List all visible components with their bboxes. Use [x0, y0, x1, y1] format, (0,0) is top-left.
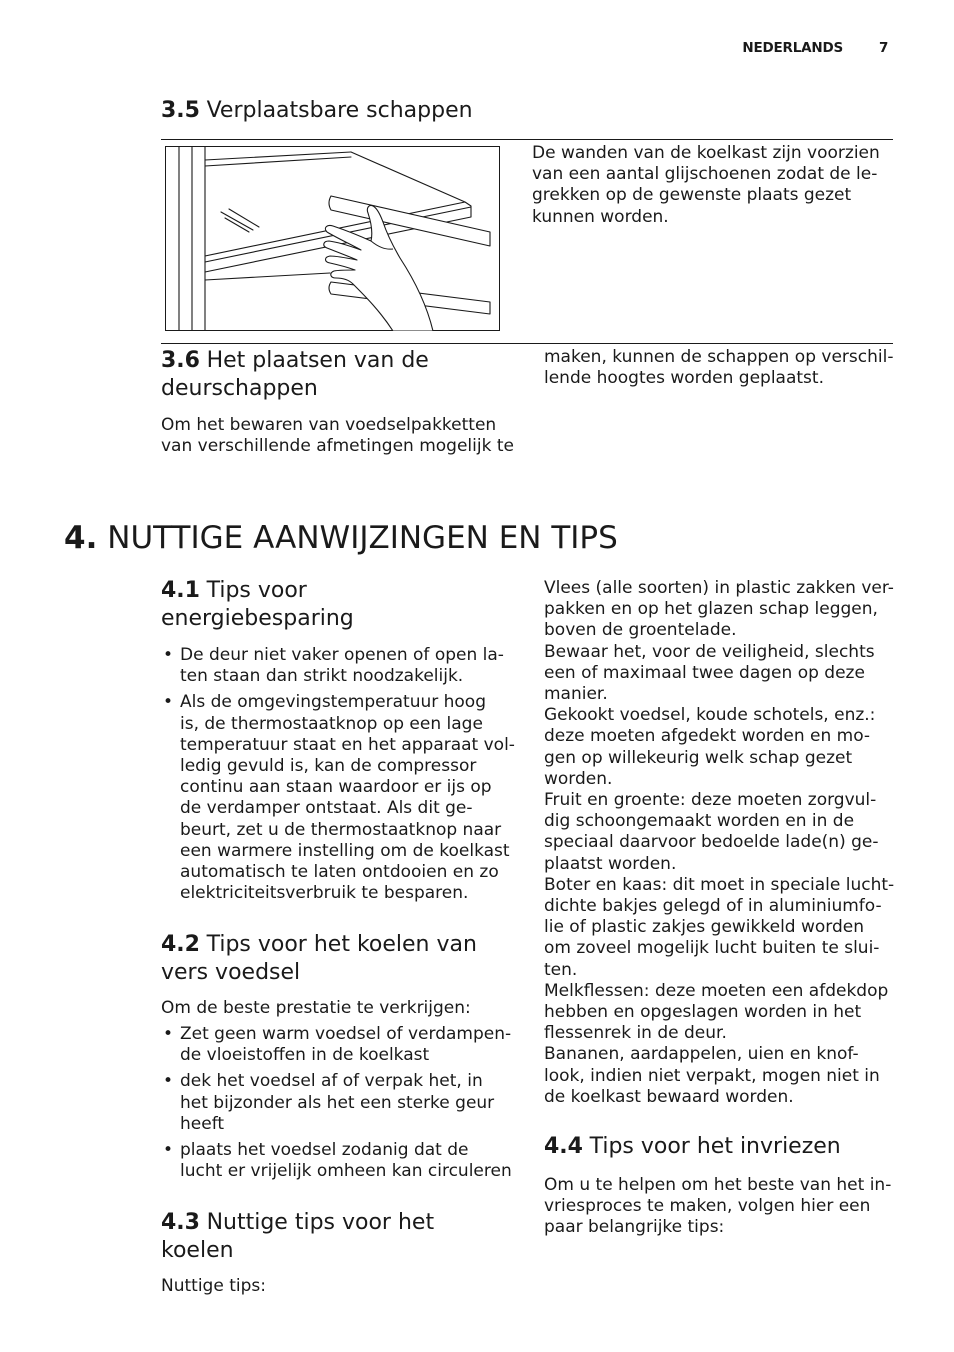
- section-number: 4.2: [161, 932, 200, 957]
- text-line: beurt, zet u de thermostaatknop naar: [180, 819, 502, 840]
- page-number: 7: [879, 40, 889, 56]
- section-number: 3.5: [161, 98, 200, 123]
- text-line: dichte bakjes gelegd of in aluminiumfo-: [544, 896, 882, 917]
- bullet-item: [161, 1024, 512, 1066]
- section-4-3-tips-text: [544, 578, 894, 1108]
- text-line: van een aantal glijschoenen zodat de le-: [532, 164, 878, 185]
- section-4-2-bullet-list: [161, 1024, 512, 1182]
- heading-line: vers voedsel: [161, 960, 301, 985]
- text-line: plaatst worden.: [544, 853, 677, 874]
- text-line: om zoveel mogelijk lucht buiten te slui-: [544, 938, 880, 959]
- text-line: Fruit en groente: deze moeten zorgvul-: [544, 790, 877, 811]
- text-line: • Zet geen warm voedsel of verdampen-: [180, 1024, 512, 1044]
- text-line: Bewaar het, voor de veiligheid, slechts: [544, 641, 875, 662]
- section-3-6-heading: [161, 347, 429, 403]
- section-title: Nuttige tips voor het: [206, 1210, 435, 1235]
- text-line: ten.: [544, 959, 578, 980]
- section-title: Het plaatsen van de: [206, 348, 429, 373]
- section-3-5-heading: [161, 97, 473, 125]
- section-4-2-intro: Om de beste prestatie te verkrijgen:: [161, 998, 471, 1018]
- section-number: 4.4: [544, 1134, 583, 1159]
- text-line: Gekookt voedsel, koude schotels, enz.:: [544, 705, 876, 726]
- text-line: een warmere instelling om de koelkast: [180, 840, 510, 861]
- text-line: Vlees (alle soorten) in plastic zakken ver-: [544, 578, 894, 598]
- text-line: • dek het voedsel af of verpak het, in: [180, 1071, 483, 1092]
- text-line: De wanden van de koelkast zijn voorzien: [532, 143, 880, 163]
- text-line: • De deur niet vaker openen of open la-: [180, 645, 504, 665]
- text-line: de vloeistoffen in de koelkast: [180, 1045, 430, 1066]
- section-title: Verplaatsbare schappen: [206, 98, 473, 123]
- text-line: het bijzonder als het een sterke geur: [180, 1092, 495, 1113]
- text-line: elektriciteitsverbruik te besparen.: [180, 883, 469, 904]
- text-line: heeft: [180, 1113, 225, 1134]
- text-line: • Als de omgevingstemperatuur hoog: [180, 692, 486, 713]
- text-line: de verdamper ontstaat. Als dit ge-: [180, 798, 473, 819]
- section-number: 4.3: [161, 1210, 200, 1235]
- text-line: temperatuur staat en het apparaat vol-: [180, 734, 515, 755]
- heading-line: [161, 347, 429, 375]
- text-line: manier.: [544, 684, 608, 705]
- text-line: paar belangrijke tips:: [544, 1217, 725, 1238]
- text-line: grekken op de gewenste plaats gezet: [532, 185, 852, 206]
- header-language: NEDERLANDS: [742, 40, 843, 56]
- text-line: lucht er vrijelijk omheen kan circuleren: [180, 1161, 512, 1182]
- chapter-4-heading: [64, 518, 618, 558]
- text-line: Melkflessen: deze moeten een afdekdop: [544, 980, 889, 1001]
- bullet-item: [161, 692, 515, 904]
- shelf-and-hand-illustration: [165, 146, 500, 331]
- text-line: deze moeten afgedekt worden en mo-: [544, 726, 871, 747]
- text-line: ten staan dan strikt noodzakelijk.: [180, 666, 464, 687]
- heading-line: [161, 931, 477, 959]
- heading-line: koelen: [161, 1238, 234, 1263]
- text-line: van verschillende afmetingen mogelijk te: [161, 436, 514, 457]
- section-4-4-heading: [544, 1133, 841, 1161]
- text-line: Bananen, aardappelen, uien en knof-: [544, 1044, 859, 1065]
- section-3-6-text-right: [544, 347, 893, 389]
- bullet-item: [161, 1071, 512, 1135]
- heading-line: energiebesparing: [161, 606, 354, 631]
- text-line: een of maximaal twee dagen op deze: [544, 662, 865, 683]
- text-line: pakken en op het glazen schap leggen,: [544, 599, 878, 620]
- section-3-6-text-left: [161, 415, 514, 457]
- text-line: speciaal daarvoor bedoelde lade(n) ge-: [544, 832, 879, 853]
- section-number: 4.1: [161, 578, 200, 603]
- text-line: flessenrek in de deur.: [544, 1023, 727, 1044]
- text-line: gen op willekeurig welk schap gezet: [544, 747, 853, 768]
- chapter-title: NUTTIGE AANWIJZINGEN EN TIPS: [107, 520, 618, 556]
- text-line: automatisch te laten ontdooien en zo: [180, 862, 499, 883]
- section-4-3-intro: Nuttige tips:: [161, 1276, 266, 1296]
- text-line: Boter en kaas: dit moet in speciale lucht-: [544, 874, 895, 895]
- text-line: ledig gevuld is, kan de compressor: [180, 756, 477, 777]
- section-title: Tips voor: [206, 578, 307, 603]
- text-line: Om het bewaren van voedselpakketten: [161, 415, 497, 435]
- text-line: kunnen worden.: [532, 206, 669, 227]
- heading-line: [161, 1209, 434, 1237]
- text-line: look, indien niet verpakt, mogen niet in: [544, 1065, 880, 1086]
- text-line: de koelkast bewaard worden.: [544, 1086, 794, 1107]
- section-3-5-text: [532, 143, 880, 228]
- heading-line: [161, 577, 354, 605]
- text-line: boven de groentelade.: [544, 620, 737, 641]
- text-line: vriesproces te maken, volgen hier een: [544, 1196, 871, 1217]
- section-4-1-heading: [161, 577, 354, 633]
- text-line: dig schoongemaakt worden en in de: [544, 811, 855, 832]
- section-divider: [161, 139, 893, 140]
- text-line: • plaats het voedsel zodanig dat de: [180, 1140, 469, 1161]
- section-number: 3.6: [161, 348, 200, 373]
- text-line: hebben en opgeslagen worden in het: [544, 1002, 862, 1023]
- section-divider: [161, 343, 893, 344]
- section-4-2-heading: [161, 931, 477, 987]
- text-line: lende hoogtes worden geplaatst.: [544, 368, 824, 389]
- text-line: maken, kunnen de schappen op verschil-: [544, 347, 894, 367]
- bullet-item: [161, 645, 515, 687]
- section-4-3-heading: [161, 1209, 434, 1265]
- section-4-1-bullet-list: [161, 645, 515, 904]
- text-line: Om u te helpen om het beste van het in-: [544, 1175, 892, 1195]
- illustration-svg: [165, 146, 500, 331]
- heading-line: deurschappen: [161, 376, 318, 401]
- section-4-4-text: [544, 1175, 891, 1239]
- bullet-item: [161, 1140, 512, 1182]
- text-line: is, de thermostaatknop op een lage: [180, 713, 483, 734]
- text-line: continu aan staan waardoor er ijs op: [180, 777, 492, 798]
- section-title: Tips voor het invriezen: [589, 1134, 841, 1159]
- chapter-number: 4.: [64, 520, 98, 556]
- text-line: lie of plastic zakjes gewikkeld worden: [544, 917, 865, 938]
- text-line: worden.: [544, 768, 613, 789]
- section-title: Tips voor het koelen van: [206, 932, 477, 957]
